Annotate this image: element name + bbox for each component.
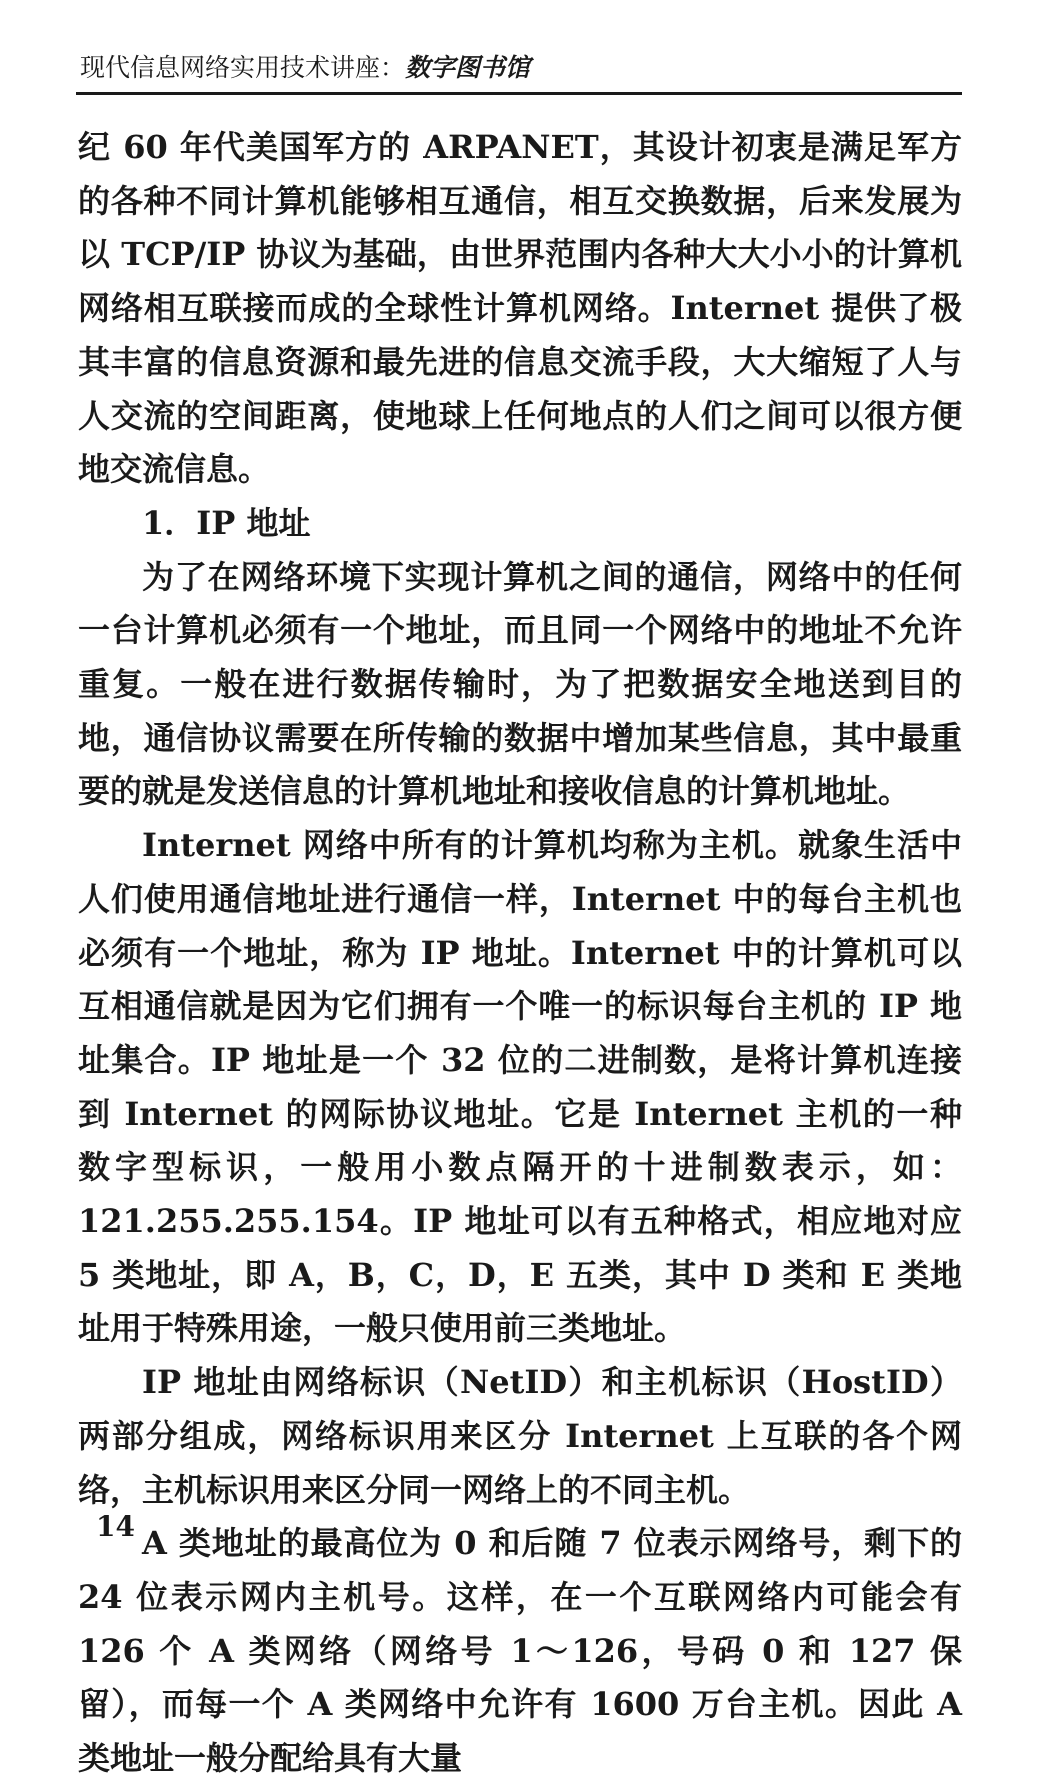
section-heading-ip-address: 1．IP 地址 [142,503,311,542]
body-text [78,121,962,1786]
paragraph-internet-hosts: Internet 网络中所有的计算机均称为主机。就象生活中人们使用通信地址进行通信一样，Internet 中的每台主机也必须有一个地址，称为 IP 地址。Internet 中的计算机可以互相通信就是因为它们拥有一个唯一的标识每台主机的 IP 地址集合。IP 地址是一个 32 位的二进制数，是将计算机连接到 Internet 的网际协议地址。它是 Internet 主机的一种数字型标识，一般用小数点隔开的十进制数表示，如：121.255.255.154。IP 地址可以有五种格式，相应地对应 5 类地址，即 A，B，C，D，E 五类，其中 D 类和 E 类地址用于特殊用途，一般只使用前三类地址。 [78,826,962,1348]
running-header [80,48,530,84]
paragraph-class-a-address: A 类地址的最高位为 0 和后随 7 位表示网络号，剩下的 24 位表示网内主机号。这样，在一个互联网络内可能会有 126 个 A 类网络（网络号 1～126，号码 0 和 127 保留），而每一个 A 类网络中允许有 1600 万台主机。因此 A 类地址一般分配给具有大量 [78,1524,962,1778]
paragraph-netid-hostid: IP 地址由网络标识（NetID）和主机标识（HostID）两部分组成，网络标识用来区分 Internet 上互联的各个网络，主机标识用来区分同一网络上的不同主机。 [78,1363,962,1509]
book-series-title: 现代信息网络实用技术讲座： [80,53,406,82]
volume-title: 数字图书馆 [405,53,531,82]
paragraph-arpanet: 纪 60 年代美国军方的 ARPANET，其设计初衷是满足军方的各种不同计算机能够相互通信，相互交换数据，后来发展为以 TCP/IP 协议为基础，由世界范围内各种大大小小的计算机网络相互联接而成的全球性计算机网络。Internet 提供了极其丰富的信息资源和最先进的信息交流手段，大大缩短了人与人交流的空间距离，使地球上任何地点的人们之间可以很方便地交流信息。 [78,128,962,489]
page-number: 14 [96,1510,135,1543]
paragraph-network-communication: 为了在网络环境下实现计算机之间的通信，网络中的任何一台计算机必须有一个地址，而且同一个网络中的地址不允许重复。一般在进行数据传输时，为了把数据安全地送到目的地，通信协议需要在所传输的数据中增加某些信息，其中最重要的就是发送信息的计算机地址和接收信息的计算机地址。 [78,557,962,811]
header-rule [76,92,962,95]
